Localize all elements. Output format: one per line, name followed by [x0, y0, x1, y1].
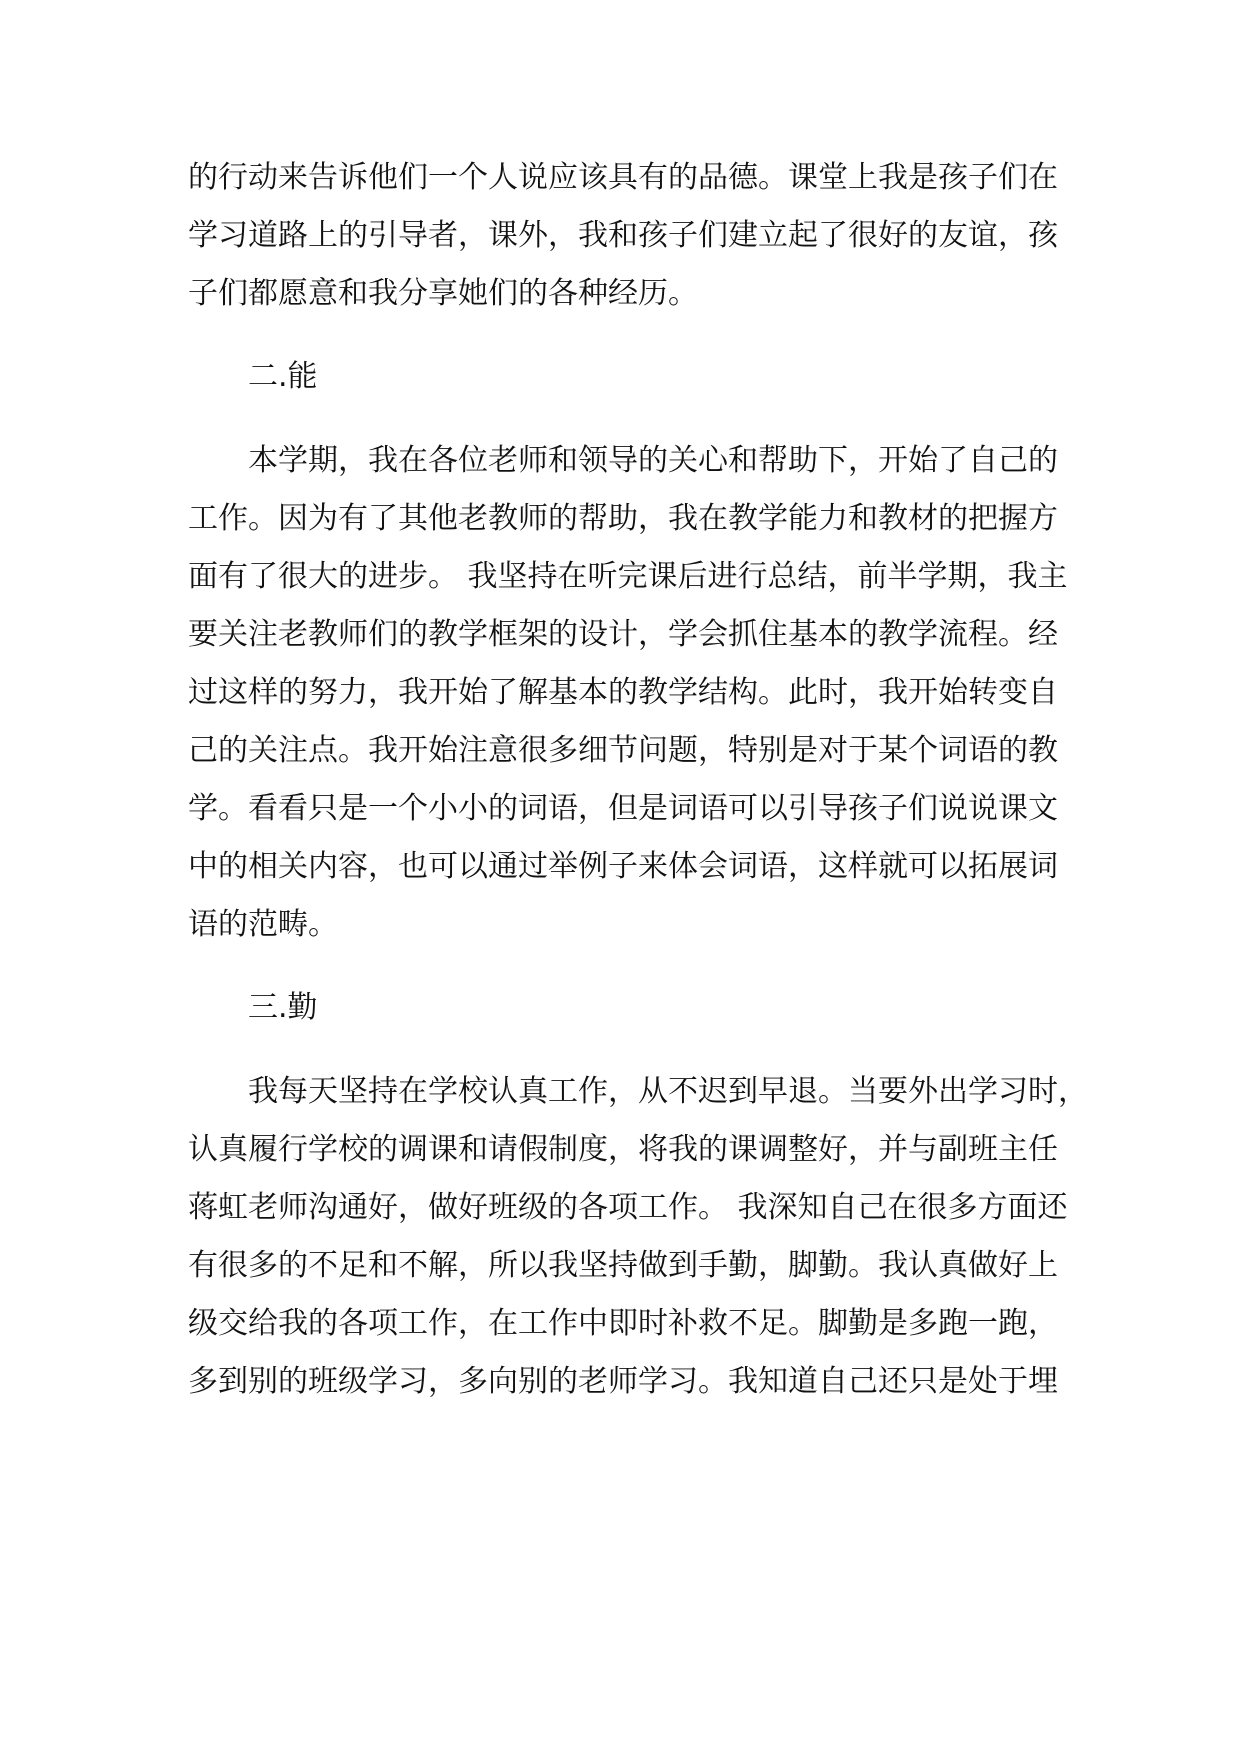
paragraph-line: 学习道路上的引导者，课外，我和孩子们建立起了很好的友谊，孩: [188, 218, 1058, 253]
paragraph-line: 蒋虹老师沟通好，做好班级的各项工作。 我深知自己在很多方面还: [188, 1190, 1068, 1225]
paragraph-line: 过这样的努力，我开始了解基本的教学结构。此时，我开始转变自: [188, 675, 1058, 710]
paragraph-line: 有很多的不足和不解，所以我坚持做到手勤，脚勤。我认真做好上: [188, 1248, 1058, 1283]
paragraph-line: 认真履行学校的调课和请假制度，将我的课调整好，并与副班主任: [188, 1132, 1058, 1167]
paragraph-line: 面有了很大的进步。 我坚持在听完课后进行总结，前半学期，我主: [188, 559, 1068, 594]
paragraph-line: 我每天坚持在学校认真工作，从不迟到早退。当要外出学习时，: [248, 1074, 1088, 1109]
paragraph-line: 学。看看只是一个小小的词语，但是词语可以引导孩子们说说课文: [188, 791, 1058, 826]
paragraph-line: 级交给我的各项工作，在工作中即时补救不足。脚勤是多跑一跑，: [188, 1306, 1058, 1341]
paragraph-line: 子们都愿意和我分享她们的各种经历。: [188, 276, 698, 311]
paragraph-line: 的行动来告诉他们一个人说应该具有的品德。课堂上我是孩子们在: [188, 160, 1058, 195]
paragraph-line: 本学期，我在各位老师和领导的关心和帮助下，开始了自己的: [248, 443, 1058, 478]
section-heading: 二.能: [248, 359, 318, 394]
paragraph-line: 要关注老教师们的教学框架的设计，学会抓住基本的教学流程。经: [188, 617, 1058, 652]
paragraph-line: 中的相关内容，也可以通过举例子来体会词语，这样就可以拓展词: [188, 849, 1058, 884]
paragraph-line: 己的关注点。我开始注意很多细节问题，特别是对于某个词语的教: [188, 733, 1058, 768]
paragraph-line: 多到别的班级学习，多向别的老师学习。我知道自己还只是处于埋: [188, 1364, 1058, 1399]
section-heading: 三.勤: [248, 990, 318, 1025]
paragraph-line: 工作。因为有了其他老教师的帮助，我在教学能力和教材的把握方: [188, 501, 1058, 536]
paragraph-line: 语的范畴。: [188, 907, 338, 942]
